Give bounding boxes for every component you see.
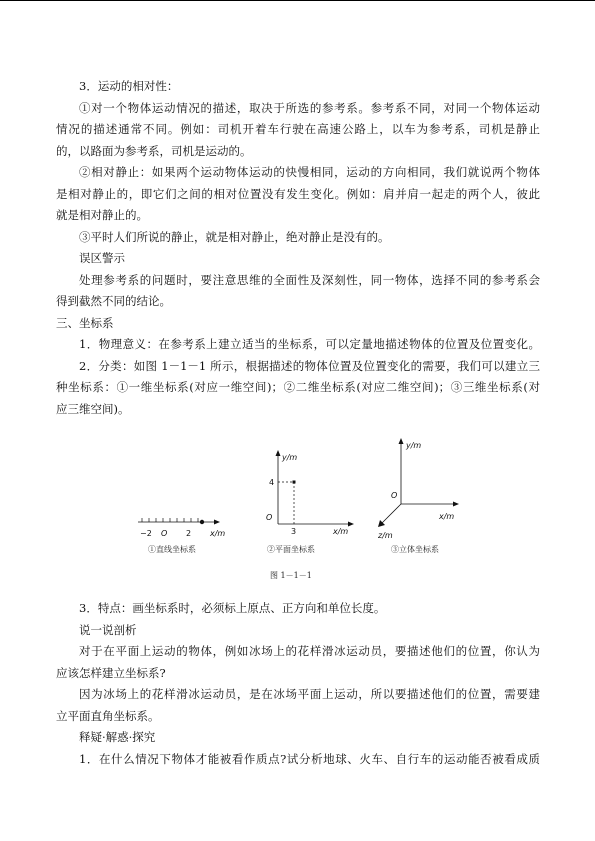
two-d-y-arrow [276,450,281,456]
paragraph-line: ③平时人们所说的静止，就是相对静止，绝对静止是没有的。 [79,229,390,244]
two-d-y-tick: 4 [269,478,275,487]
one-d-point [200,520,204,524]
two-d-x-arrow [348,522,354,527]
three-d-z-axis [382,504,401,523]
section-heading-explore: 释疑·解惑·探究 [79,730,156,744]
one-d-tick-marks [142,518,198,522]
paragraph-line: 1．在什么情况下物体才能被看作质点?试分析地球、火车、自行车的运动能否被看成质 [79,751,540,766]
three-d-caption: ③立体坐标系 [391,545,439,554]
three-d-y-label: y/m [406,441,422,450]
two-d-point [293,481,296,484]
figure-caption: 图 1－1－1 [270,571,312,580]
three-d-origin: O [391,491,398,500]
three-d-y-arrow [399,438,404,444]
two-d-y-label: y/m [282,453,298,462]
three-d-z-label: z/m [378,531,393,540]
one-d-tick-label: 2 [186,529,192,538]
item-3-heading: 3．运动的相对性： [79,79,179,93]
two-d-origin: O [266,513,273,522]
three-d-x-arrow [453,502,459,507]
page-top-rule [0,0,595,1]
paragraph-line: 处理参考系的问题时，要注意思维的全面性及深刻性，同一物体，选择不同的参考系会 [79,272,540,287]
two-d-coordinate-system [266,450,354,554]
paragraph-line: 1．物理意义：在参考系上建立适当的坐标系，可以定量地描述物体的位置及位置变化。 [79,337,540,351]
paragraph-line: 应该怎样建立坐标系? [56,665,166,680]
section-heading-discussion: 说一说剖析 [79,622,137,637]
one-d-tick-label: −2 [140,529,152,538]
one-d-origin-label: O [161,529,168,538]
three-d-x-label: x/m [439,512,455,521]
paragraph-line: 对于在平面上运动的物体，例如冰场上的花样滑冰运动员，要描述他们的位置，你认为 [79,644,540,658]
paragraph-line: 情况的描述通常不同。例如：司机开着车行驶在高速公路上，以车为参考系，司机是静止 [56,122,540,136]
one-d-coordinate-system [138,518,225,554]
paragraph-line: 是相对静止的，即它们之间的相对位置没有发生变化。例如：肩并肩一起走的两个人，彼此 [56,186,540,201]
paragraph-line: 3．特点：画坐标系时，必须标上原点、正方向和单位长度。 [79,601,386,615]
paragraph-line: 2．分类：如图 1－1－1 所示，根据描述的物体位置及位置变化的需要，我们可以建立三 [79,358,540,373]
paragraph-line: 就是相对静止的。 [56,208,148,222]
paragraph-line: 的，以路面为参考系，司机是运动的。 [56,143,252,158]
document-page [56,76,540,770]
one-d-caption: ①直线坐标系 [148,545,196,554]
paragraph-line: ①对一个物体运动情况的描述，取决于所选的参考系。参考系不同，对同一个物体运动 [79,100,540,115]
three-d-coordinate-system [377,438,459,554]
two-d-x-label: x/m [333,527,349,536]
one-d-axis-arrow [214,520,220,525]
two-d-caption: ②平面坐标系 [267,545,315,554]
paragraph-line: 应三维空间)。 [56,401,130,416]
one-d-axis-label: x/m [210,529,226,538]
paragraph-line: 因为冰场上的花样滑冰运动员，是在冰场平面上运动，所以要描述他们的位置，需要建 [79,687,540,701]
paragraph-line: 种坐标系：①一维坐标系(对应一维空间)；②二维坐标系(对应二维空间)；③三维坐标系(对 [56,380,540,394]
section-heading-misconception: 误区警示 [79,251,125,265]
paragraph-line: ②相对静止：如果两个运动物体运动的快慢相同，运动的方向相同，我们就说两个物体 [79,165,540,179]
paragraph-line: 立平面直角坐标系。 [56,708,160,723]
paragraph-line: 得到截然不同的结论。 [56,294,171,308]
section-heading-coordinate-system: 三、坐标系 [56,315,114,330]
two-d-x-tick: 3 [291,527,297,536]
figure-svg [56,424,540,584]
figure-coordinate-systems [56,424,540,584]
